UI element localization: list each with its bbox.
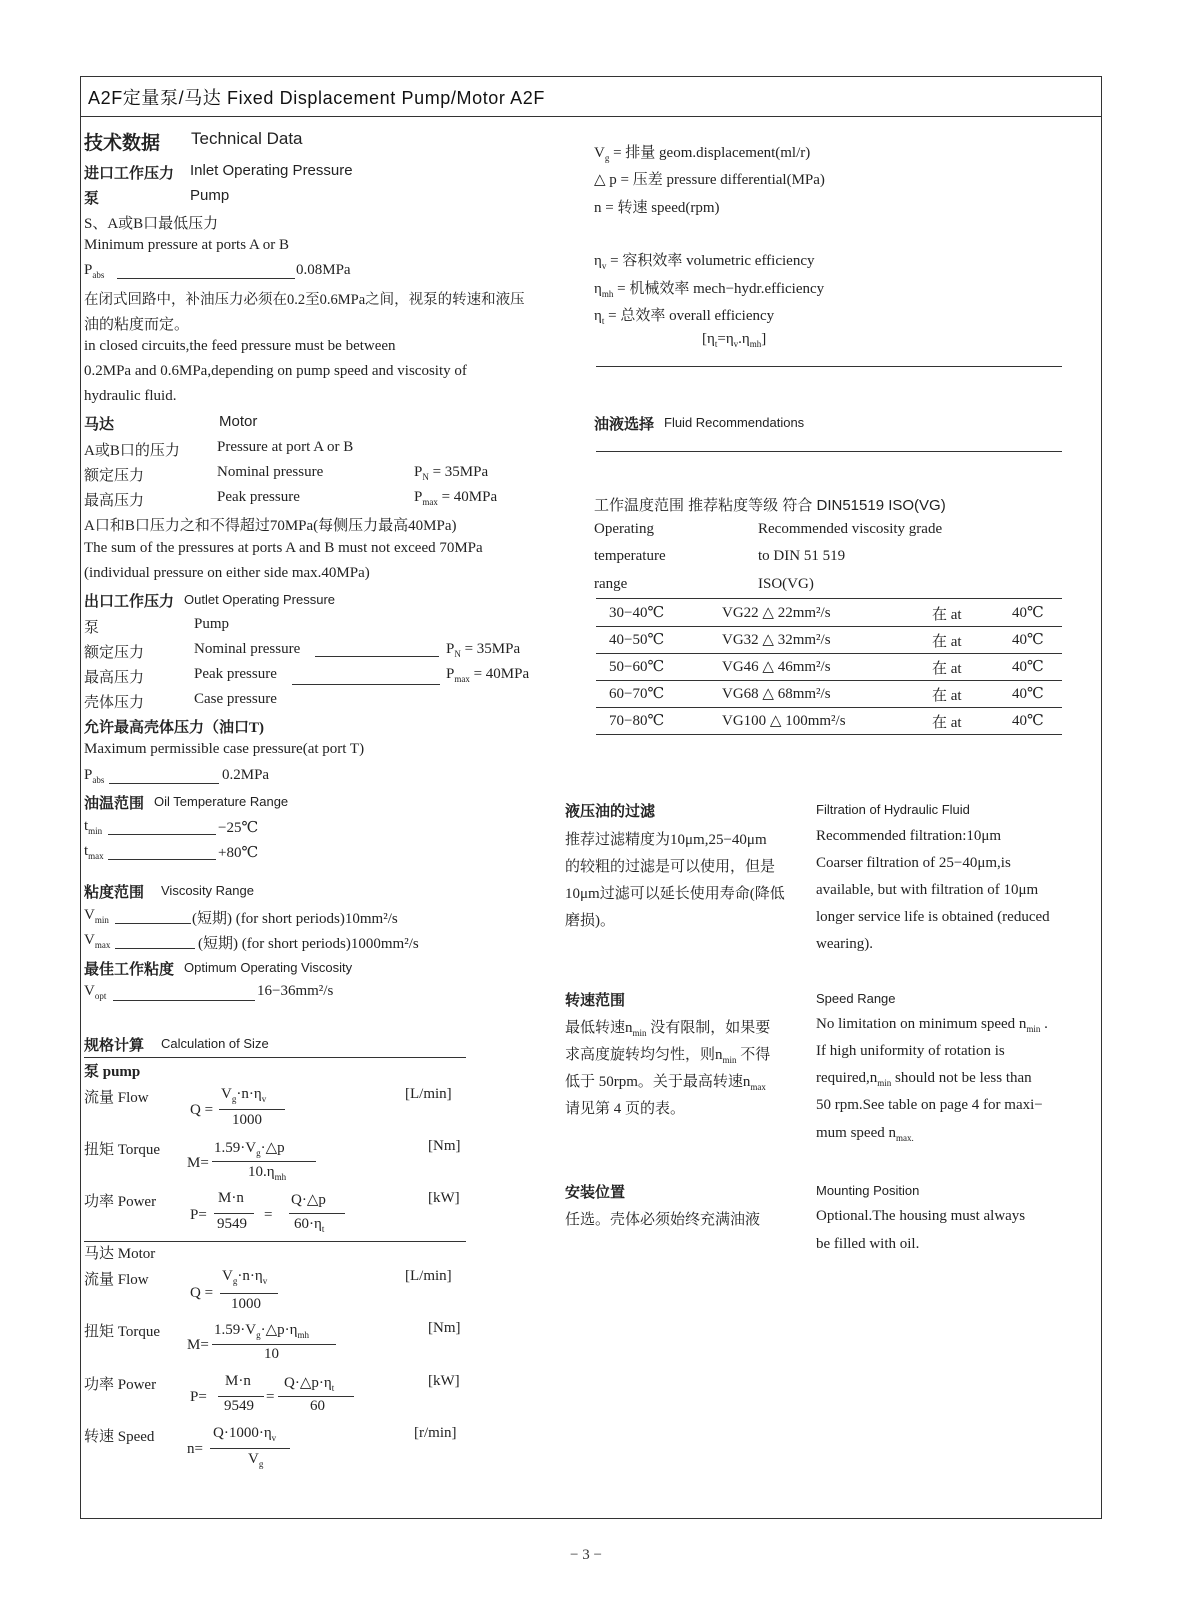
m-equals: M= (187, 1155, 209, 1171)
speed-range-zh-1: 最低转速$n_{min}$ 没有限制，如果要 (565, 1020, 771, 1038)
table-cell-range: 60−70℃ (609, 686, 665, 702)
table-cell-at: 在 at (932, 661, 962, 677)
efficiency-formula: $[\eta_t=\eta_v.\eta_{mh}]$ (702, 331, 767, 349)
table-row (596, 653, 1062, 681)
max-case-zh: 允许最高壳体压力（油口T) (84, 720, 265, 736)
table-row (596, 626, 1062, 654)
calc-size-en: Calculation of Size (161, 1036, 269, 1051)
table-cell-temp: 40℃ (1012, 713, 1044, 729)
motor-label-en: Motor (219, 413, 258, 430)
recommended-label-3: ISO(VG) (758, 576, 814, 592)
vmin-value: (短期) (for short periods)10mm²/s (192, 911, 398, 927)
viscosity-zh: 粘度范围 (84, 885, 145, 901)
table-cell-temp: 40℃ (1012, 686, 1044, 702)
fraction-bar (212, 1344, 336, 1345)
max-case-en: Maximum permissible case pressure(at port T) (84, 741, 365, 757)
motor-flow-denominator: 1000 (231, 1296, 261, 1312)
pmax2-formula: $P_{max} = 40MPa$ (446, 666, 530, 684)
pump-label-en: Pump (190, 187, 230, 204)
calc-size-zh: 规格计算 (84, 1038, 145, 1054)
speed-range-en-2: If high uniformity of rotation is (816, 1043, 1005, 1059)
page-title: A2F定量泵/马达 Fixed Displacement Pump/Motor A2F (88, 88, 545, 108)
table-cell-at: 在 at (932, 607, 962, 623)
vmax-symbol: $V_{max}$ (84, 932, 111, 950)
viscosity-en: Viscosity Range (161, 883, 254, 898)
p-equals: P= (190, 1389, 207, 1405)
filtration-en-title: Filtration of Hydraulic Fluid (816, 802, 970, 817)
opt-visc-zh: 最佳工作粘度 (84, 962, 175, 978)
pabs2-value: 0.2MPa (222, 767, 270, 783)
table-cell-range: 40−50℃ (609, 632, 665, 648)
speed-range-en-1: No limitation on minimum speed $n_{min}$ . (816, 1016, 1048, 1034)
pump-subheading: 泵 pump (84, 1064, 141, 1080)
section-rule (596, 451, 1062, 452)
outlet-heading-en: Outlet Operating Pressure (184, 592, 336, 607)
temp-table-title: 工作温度范围 推荐粘度等级 符合 DIN51519 ISO(VG) (594, 497, 946, 514)
table-cell-grade: VG46 △ 46mm²/s (722, 659, 831, 675)
speed-denominator: $V_g$ (248, 1451, 264, 1469)
operating-label-1: Operating (594, 521, 654, 537)
table-cell-range: 50−60℃ (609, 659, 665, 675)
leader-line (109, 783, 219, 784)
motor-power-denominator-2: 60 (310, 1398, 325, 1414)
q-equals: Q = (190, 1285, 214, 1301)
oil-temp-zh: 油温范围 (84, 796, 145, 812)
leader-line (108, 834, 216, 835)
pabs-value: 0.08MPa (296, 262, 351, 278)
speed-range-en-3: $required,n_{min}$ should not be less than (816, 1070, 1032, 1088)
torque-label: 扭矩 Torque (84, 1142, 161, 1158)
power-label: 功率 Power (84, 1194, 157, 1210)
power-denominator-1: 9549 (217, 1216, 247, 1232)
inlet-heading-en: Inlet Operating Pressure (190, 162, 353, 179)
motor-power-label: 功率 Power (84, 1377, 157, 1393)
leader-line (115, 923, 191, 924)
leader-line (115, 948, 195, 949)
filtration-en-3: available, but with filtration of 10μm (816, 882, 1039, 898)
peak-zh: 最高压力 (84, 493, 145, 509)
closed-circuit-zh-2: 油的粘度而定。 (84, 317, 190, 333)
min-pressure-en: Minimum pressure at ports A or B (84, 237, 289, 253)
table-row (596, 680, 1062, 708)
fraction-bar (212, 1161, 316, 1162)
page-number: − 3 − (570, 1547, 602, 1563)
table-cell-at: 在 at (932, 688, 962, 704)
vg-definition: $V_g$ = 排量 geom.displacement(ml/r) (594, 145, 811, 163)
port-ab-zh: A或B口的压力 (84, 443, 180, 459)
speed-range-zh-title: 转速范围 (565, 993, 626, 1009)
tech-data-en: Technical Data (191, 129, 303, 148)
case-en: Case pressure (194, 691, 277, 707)
power-unit: [kW] (428, 1190, 460, 1206)
viscosity-table (596, 598, 1062, 739)
filtration-zh-3: 10μm过滤可以延长使用寿命(降低 (565, 886, 785, 902)
n-definition: n = 转速 speed(rpm) (594, 200, 720, 216)
leader-line (108, 859, 216, 860)
power-numerator-1: M·n (218, 1190, 244, 1206)
operating-label-2: temperature (594, 548, 666, 564)
speed-numerator: $Q\cdot 1000\cdot\eta_v$ (213, 1425, 277, 1443)
table-cell-range: 70−80℃ (609, 713, 665, 729)
fluid-heading-en: Fluid Recommendations (664, 415, 805, 430)
mounting-zh-title: 安装位置 (565, 1185, 626, 1201)
filtration-zh-4: 磨损)。 (565, 913, 615, 929)
motor-label-zh: 马达 (84, 417, 115, 433)
speed-range-zh-4: 请见第 4 页的表。 (565, 1101, 686, 1117)
fraction-bar (218, 1396, 264, 1397)
nominal-zh: 额定压力 (84, 468, 145, 484)
mounting-en-title: Mounting Position (816, 1183, 920, 1198)
filtration-en-5: wearing). (816, 936, 874, 952)
speed-label: 转速 Speed (84, 1429, 155, 1445)
fraction-bar (214, 1213, 254, 1214)
tmin-symbol: $t_{min}$ (84, 818, 103, 836)
speed-range-en-5: mum speed $n_{max.}$ (816, 1125, 914, 1143)
vmax-value: (短期) (for short periods)1000mm²/s (198, 936, 419, 952)
motor-power-numerator-1: M·n (225, 1373, 251, 1389)
min-pressure-zh: S、A或B口最低压力 (84, 216, 219, 232)
nominal-en: Nominal pressure (217, 464, 324, 480)
table-cell-temp: 40℃ (1012, 659, 1044, 675)
m-equals: M= (187, 1337, 209, 1353)
nominal2-en: Nominal pressure (194, 641, 301, 657)
equals-sign: = (266, 1389, 275, 1405)
leader-line (292, 684, 440, 685)
table-row (596, 599, 1062, 627)
closed-circuit-zh-1: 在闭式回路中，补油压力必须在0.2至0.6MPa之间，视泵的转速和液压 (84, 292, 525, 308)
speed-unit: [r/min] (414, 1425, 457, 1441)
vopt-symbol: $V_{opt}$ (84, 983, 107, 1001)
equals-sign: = (264, 1207, 273, 1223)
mounting-en-1: Optional.The housing must always (816, 1208, 1026, 1224)
table-cell-grade: VG22 △ 22mm²/s (722, 605, 831, 621)
torque-numerator: $1.59\cdot V_g\cdot\triangle p$ (214, 1140, 285, 1158)
power-denominator-2: $60\cdot\eta_t$ (294, 1216, 325, 1234)
motor-torque-numerator: $1.59\cdot V_g\cdot\triangle p\cdot\eta_{mh}$ (214, 1322, 309, 1340)
table-cell-at: 在 at (932, 634, 962, 650)
vmin-symbol: $V_{min}$ (84, 907, 109, 925)
speed-range-zh-3: 低于 50rpm。关于最高转速$n_{max}$ (565, 1074, 766, 1092)
pabs2-symbol: $P_{abs}$ (84, 767, 105, 785)
pabs-symbol: $P_{abs}$ (84, 262, 105, 280)
motor-power-denominator-1: 9549 (224, 1398, 254, 1414)
tmax-value: +80℃ (218, 845, 259, 861)
pump-label-zh: 泵 (84, 191, 100, 207)
filtration-zh-2: 的较粗的过滤是可以使用，但是 (565, 859, 776, 875)
operating-label-3: range (594, 576, 628, 592)
pump2-en: Pump (194, 616, 230, 632)
table-cell-grade: VG68 △ 68mm²/s (722, 686, 831, 702)
fraction-bar (210, 1448, 290, 1449)
pn2-formula: $P_N = 35MPa$ (446, 641, 521, 659)
fraction-bar (220, 1293, 278, 1294)
outlet-heading-zh: 出口工作压力 (84, 594, 175, 610)
table-row (596, 707, 1062, 735)
motor-torque-denominator: 10 (264, 1346, 279, 1362)
table-cell-temp: 40℃ (1012, 605, 1044, 621)
table-cell-at: 在 at (932, 715, 962, 731)
section-rule (596, 366, 1062, 367)
leader-line (315, 656, 439, 657)
filtration-en-4: longer service life is obtained (reduced (816, 909, 1050, 925)
tmax-symbol: $t_{max}$ (84, 843, 104, 861)
vopt-value: 16−36mm²/s (257, 983, 334, 999)
page-header (81, 77, 1101, 117)
sum-en-2: (individual pressure on either side max.40MPa) (84, 565, 370, 581)
speed-range-zh-2: 求高度旋转均匀性，则$n_{min}$ 不得 (565, 1047, 771, 1065)
motor-power-unit: [kW] (428, 1373, 460, 1389)
motor-subheading: 马达 Motor (84, 1246, 156, 1262)
peak2-en: Peak pressure (194, 666, 277, 682)
leader-line (113, 1000, 255, 1001)
flow-label: 流量 Flow (84, 1090, 149, 1106)
power-numerator-2: Q·△p (291, 1192, 326, 1208)
filtration-en-1: Recommended filtration:10μm (816, 828, 1002, 844)
etav-definition: $\eta_v$ = 容积效率 volumetric efficiency (594, 253, 815, 271)
tmin-value: −25℃ (218, 820, 259, 836)
port-ab-en: Pressure at port A or B (217, 439, 354, 455)
table-cell-range: 30−40℃ (609, 605, 665, 621)
p-equals: P= (190, 1207, 207, 1223)
closed-circuit-en-1: in closed circuits,the feed pressure must be between (84, 338, 396, 354)
table-cell-grade: VG32 △ 32mm²/s (722, 632, 831, 648)
closed-circuit-en-3: hydraulic fluid. (84, 388, 177, 404)
pn-formula: $P_N = 35MPa$ (414, 464, 489, 482)
table-cell-grade: VG100 △ 100mm²/s (722, 713, 846, 729)
motor-power-numerator-2: $Q\cdot\triangle p\cdot\eta_t$ (284, 1375, 335, 1393)
dp-definition: △ p = 压差 pressure differential(MPa) (594, 172, 825, 188)
sum-zh: A口和B口压力之和不得超过70MPa(每侧压力最高40MPa) (84, 518, 457, 534)
inlet-heading-zh: 进口工作压力 (84, 166, 175, 182)
motor-torque-label: 扭矩 Torque (84, 1324, 161, 1340)
pump2-zh: 泵 (84, 620, 100, 636)
mounting-en-2: be filled with oil. (816, 1236, 920, 1252)
sum-en-1: The sum of the pressures at ports A and B must not exceed 70MPa (84, 540, 483, 556)
speed-range-en-title: Speed Range (816, 991, 896, 1006)
mounting-zh: 任选。壳体必须始终充满油液 (565, 1212, 761, 1228)
torque-denominator: $10.\eta_{mh}$ (248, 1164, 287, 1182)
motor-flow-label: 流量 Flow (84, 1272, 149, 1288)
recommended-label-2: to DIN 51 519 (758, 548, 846, 564)
motor-flow-unit: [L/min] (405, 1268, 452, 1284)
pmax-formula: $P_{max} = 40MPa$ (414, 489, 498, 507)
motor-torque-unit: [Nm] (428, 1320, 461, 1336)
torque-unit: [Nm] (428, 1138, 461, 1154)
fraction-bar (278, 1396, 354, 1397)
oil-temp-en: Oil Temperature Range (154, 794, 289, 809)
motor-flow-numerator: $V_g\cdot n\cdot\eta_v$ (222, 1268, 268, 1286)
fraction-bar (219, 1109, 285, 1110)
flow-unit: [L/min] (405, 1086, 452, 1102)
flow-numerator: $V_g\cdot n\cdot\eta_v$ (221, 1086, 267, 1104)
table-cell-temp: 40℃ (1012, 632, 1044, 648)
case-zh: 壳体压力 (84, 695, 145, 711)
filtration-zh-1: 推荐过滤精度为10μm,25−40μm (565, 832, 767, 848)
filtration-en-2: Coarser filtration of 25−40μm,is (816, 855, 1011, 871)
fraction-bar (289, 1213, 345, 1214)
leader-line (117, 278, 295, 279)
fluid-heading-zh: 油液选择 (594, 417, 655, 433)
filtration-zh-title: 液压油的过滤 (565, 804, 656, 820)
etamh-definition: $\eta_{mh}$ = 机械效率 mech−hydr.efficiency (594, 281, 825, 299)
section-rule (84, 1057, 466, 1058)
flow-denominator: 1000 (232, 1112, 262, 1128)
n-equals: n= (187, 1441, 203, 1457)
opt-visc-en: Optimum Operating Viscosity (184, 960, 353, 975)
peak2-zh: 最高压力 (84, 670, 145, 686)
etat-definition: $\eta_t$ = 总效率 overall efficiency (594, 308, 775, 326)
recommended-label-1: Recommended viscosity grade (758, 521, 943, 537)
tech-data-zh: 技术数据 (84, 133, 161, 154)
peak-en: Peak pressure (217, 489, 300, 505)
closed-circuit-en-2: 0.2MPa and 0.6MPa,depending on pump speed and viscosity of (84, 363, 467, 379)
speed-range-en-4: 50 rpm.See table on page 4 for maxi− (816, 1097, 1043, 1113)
nominal2-zh: 额定压力 (84, 645, 145, 661)
q-equals: Q = (190, 1102, 214, 1118)
